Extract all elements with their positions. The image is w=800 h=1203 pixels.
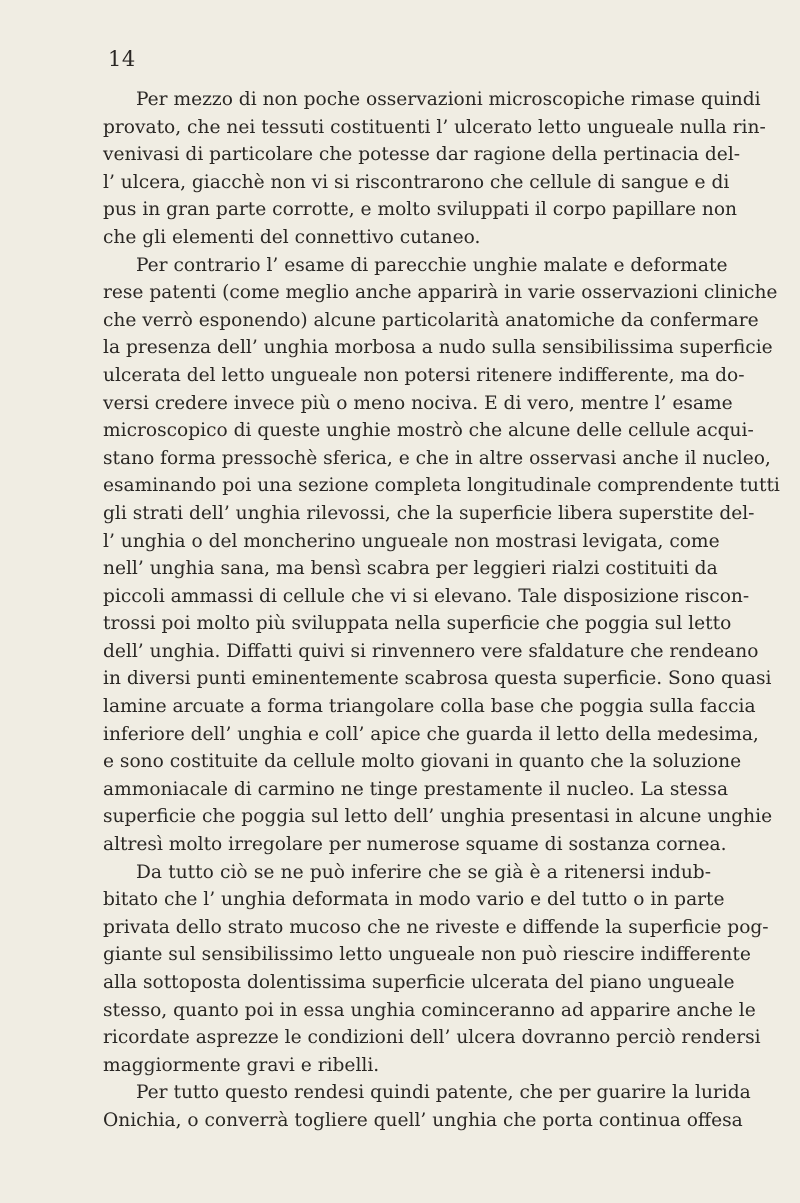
text-line: rese patenti (come meglio anche apparirà in varie osservazioni cliniche — [103, 282, 778, 304]
text-line: esaminando poi una sezione completa longitudinale comprendente tutti — [103, 475, 780, 497]
text-line: ricordate asprezze le condizioni dell’ ulcera dovranno perciò rendersi — [103, 1027, 761, 1049]
text-line: Per mezzo di non poche osservazioni microscopiche rimase quindi — [136, 89, 761, 110]
text-line: superficie che poggia sul letto dell’ unghia presentasi in alcune unghie — [103, 806, 773, 828]
text-line: l’ ulcera, giacchè non vi si riscontrarono che cellule di sangue e di — [103, 171, 730, 193]
text-line: provato, che nei tessuti costituenti l’ ulcerato letto ungueale nulla rin- — [103, 116, 766, 138]
body-text — [103, 86, 780, 1135]
text-line: ulcerata del letto ungueale non potersi ritenere indifferente, ma do- — [103, 364, 745, 386]
text-line: l’ unghia o del moncherino ungueale non mostrasi levigata, come — [103, 530, 720, 552]
text-line: bitato che l’ unghia deformata in modo vario e del tutto o in parte — [103, 889, 725, 911]
text-line: la presenza dell’ unghia morbosa a nudo sulla sensibilissima superficie — [103, 337, 773, 359]
text-line: che verrò esponendo) alcune particolarità anatomiche da confermare — [103, 309, 759, 331]
text-line: Da tutto ciò se ne può inferire che se già è a ritenersi indub- — [136, 861, 711, 883]
page-number: 14 — [108, 47, 136, 71]
text-line: che gli elementi del connettivo cutaneo. — [103, 226, 481, 248]
text-line: maggiormente gravi e ribelli. — [103, 1054, 380, 1076]
text-line: stesso, quanto poi in essa unghia cominceranno ad apparire anche le — [103, 999, 756, 1021]
text-line: inferiore dell’ unghia e coll’ apice che guarda il letto della medesima, — [103, 723, 759, 745]
text-line: alla sottoposta dolentissima superficie ulcerata del piano ungueale — [103, 972, 735, 993]
text-line: venivasi di particolare che potesse dar ragione della pertinacia del- — [103, 144, 741, 166]
text-line: nell’ unghia sana, ma bensì scabra per leggieri rialzi costituiti da — [103, 558, 718, 580]
text-line: giante sul sensibilissimo letto ungueale non può riescire indifferente — [103, 944, 751, 966]
text-line: dell’ unghia. Diffatti quivi si rinvennero vere sfaldature che rendeano — [103, 640, 759, 662]
text-line: lamine arcuate a forma triangolare colla base che poggia sulla faccia — [103, 696, 756, 718]
text-line: Per contrario l’ esame di parecchie unghie malate e deformate — [136, 254, 728, 276]
text-line: Onichia, o converrà togliere quell’ unghia che porta continua offesa — [103, 1109, 743, 1131]
text-line: microscopico di queste unghie mostrò che alcune delle cellule acqui- — [103, 420, 754, 442]
text-line: altresì molto irregolare per numerose squame di sostanza cornea. — [103, 834, 727, 856]
text-line: Per tutto questo rendesi quindi patente, che per guarire la lurida — [136, 1082, 751, 1104]
text-line: privata dello strato mucoso che ne riveste e diffende la superficie pog- — [103, 916, 769, 938]
text-line: stano forma pressochè sferica, e che in altre osservasi anche il nucleo, — [103, 447, 771, 469]
text-line: pus in gran parte corrotte, e molto sviluppati il corpo papillare non — [103, 199, 738, 221]
text-line: gli strati dell’ unghia rilevossi, che la superficie libera superstite del- — [103, 502, 755, 524]
text-line: ammoniacale di carmino ne tinge prestamente il nucleo. La stessa — [103, 778, 729, 800]
text-line: trossi poi molto più sviluppata nella superficie che poggia sul letto — [103, 613, 732, 635]
text-line: e sono costituite da cellule molto giovani in quanto che la soluzione — [103, 751, 742, 773]
text-line: piccoli ammassi di cellule che vi si elevano. Tale disposizione riscon- — [103, 585, 750, 607]
text-line: versi credere invece più o meno nociva. E di vero, mentre l’ esame — [103, 392, 733, 414]
text-line: in diversi punti eminentemente scabrosa questa superficie. Sono quasi — [103, 668, 772, 690]
